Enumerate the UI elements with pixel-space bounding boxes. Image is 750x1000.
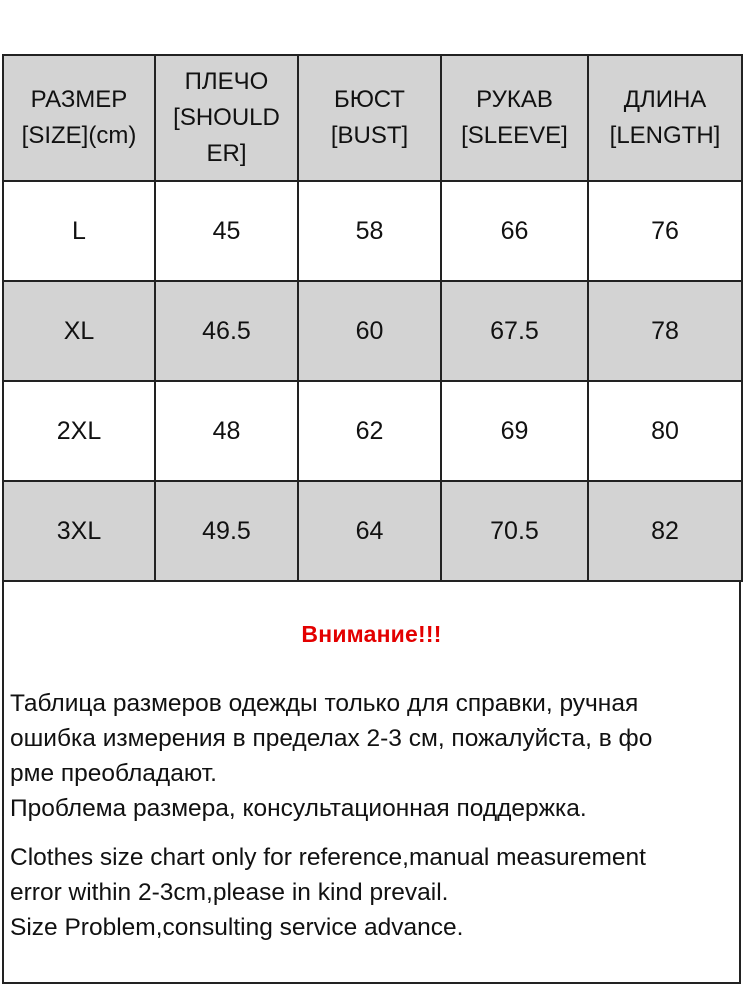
header-line: [BUST] [330,122,409,149]
header-shoulder [155,55,298,181]
header-line: [SHOULD [173,104,280,131]
russian-notice [4,686,739,826]
header-line: [LENGTH] [609,122,721,149]
header-bust [298,55,441,181]
header-line: [SIZE](cm) [21,122,137,149]
header-line: БЮСТ [334,86,405,113]
header-length [588,55,742,181]
table-row [3,281,742,381]
cell-shoulder: 48 [155,381,298,481]
header-line: ДЛИНА [623,86,707,113]
notice-line: Size Problem,consulting service advance. [10,914,464,941]
notice-line: Проблема размера, консультационная поддержка. [10,795,587,822]
table-row [3,381,742,481]
notice-line: Таблица размеров одежды только для справки, ручная [10,690,639,717]
notice-line: ошибка измерения в пределах 2-3 см, пожалуйста, в фо [10,725,653,752]
header-line: ER] [206,140,247,167]
cell-bust: 58 [298,181,441,281]
header-line: [SLEEVE] [461,122,568,149]
english-notice [4,840,739,945]
cell-sleeve: 69 [441,381,588,481]
header-line: РАЗМЕР [30,86,128,113]
header-line: РУКАВ [476,86,553,113]
cell-shoulder: 49.5 [155,481,298,581]
notice-line: error within 2-3cm,please in kind prevail. [10,879,449,906]
notice-line: рме преобладают. [10,760,217,787]
table-header-row [3,55,742,181]
cell-bust: 62 [298,381,441,481]
header-sleeve [441,55,588,181]
cell-bust: 60 [298,281,441,381]
notice-line: Clothes size chart only for reference,manual measurement [10,844,646,871]
header-size [3,55,155,181]
cell-size: 2XL [3,381,155,481]
table-row [3,181,742,281]
notice-section [4,581,739,945]
table-row [3,481,742,581]
cell-sleeve: 67.5 [441,281,588,381]
cell-sleeve: 66 [441,181,588,281]
cell-shoulder: 45 [155,181,298,281]
cell-size: 3XL [3,481,155,581]
cell-sleeve: 70.5 [441,481,588,581]
size-chart-frame [2,54,741,984]
cell-size: XL [3,281,155,381]
cell-length: 76 [588,181,742,281]
cell-length: 78 [588,281,742,381]
cell-length: 80 [588,381,742,481]
cell-bust: 64 [298,481,441,581]
cell-size: L [3,181,155,281]
warning-heading: Внимание!!! [301,621,442,647]
size-table [2,54,743,582]
header-line: ПЛЕЧО [184,68,269,95]
cell-length: 82 [588,481,742,581]
cell-shoulder: 46.5 [155,281,298,381]
